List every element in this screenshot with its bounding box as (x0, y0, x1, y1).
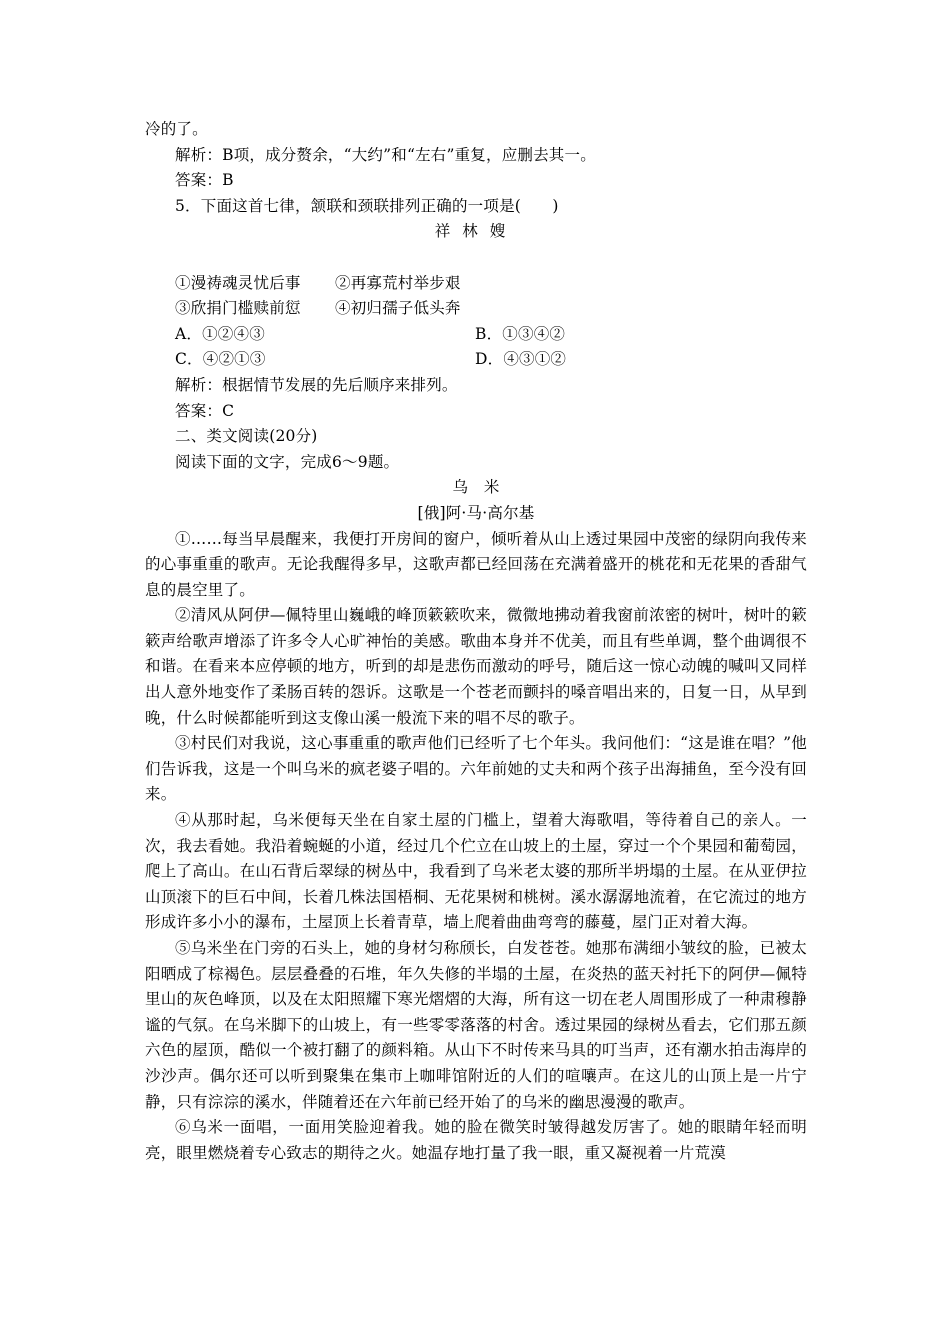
article-paragraph: ⑤乌米坐在门旁的石头上，她的身材匀称颀长，白发苍苍。她那布满细小皱纹的脸，已被太阳晒成了棕褐色。层层叠叠的石堆，年久失修的半塌的土屋，在炎热的蓝天衬托下的阿伊—佩特里山的灰色峰顶，以及在太阳照耀下寒光熠熠的大海，所有这一切在老人周围形成了一种肃穆静谧的气氛。在乌米脚下的山坡上，有一些零零落落的村舍。透过果园的绿树丛看去，它们那五颜六色的屋顶，酷似一个被打翻了的颜料箱。从山下不时传来马具的叮当声，还有潮水拍击海岸的沙沙声。偶尔还可以听到聚集在集市上咖啡馆附近的人们的喧嚷声。在这儿的山顶上是一片宁静，只有淙淙的溪水，伴随着还在六年前已经开始了的乌米的幽思漫漫的歌声。 (145, 939, 807, 1111)
q5-poem-line: ②再寡荒村举步艰 (335, 273, 461, 292)
article-paragraph: ④从那时起，乌米便每天坐在自家土屋的门槛上，望着大海歌唱，等待着自己的亲人。一次，我去看她。我沿着蜿蜒的小道，经过几个伫立在山坡上的土屋，穿过一个个果园和葡萄园，爬上了高山。在山石背后翠绿的树丛中，我看到了乌米老太婆的那所半坍塌的土屋。在从亚伊拉山顶滚下的巨石中间，长着几株法国梧桐、无花果树和桃树。溪水潺潺地流着，在它流过的地方形成许多小小的瀑布，土屋顶上长着青草，墙上爬着曲曲弯弯的藤蔓，屋门正对着大海。 (145, 811, 807, 932)
q5-poem-line: ③欣捐门槛赎前愆 (175, 299, 301, 318)
document-page (145, 117, 807, 1166)
article-paragraph: ③村民们对我说，这心事重重的歌声他们已经听了七个年头。我问他们：“这是谁在唱？”他们告诉我，这是一个叫乌米的疯老婆子唱的。六年前她的丈夫和两个孩子出海捕鱼，至今没有回来。 (145, 734, 807, 804)
section-heading: 二、类文阅读(20分) (175, 427, 318, 446)
q5-option-b: B．①③④② (475, 324, 566, 343)
q4-analysis: 解析：B项，成分赘余，“大约”和“左右”重复，应删去其一。 (175, 145, 596, 164)
q5-stem: 5．下面这首七律，颔联和颈联排列正确的一项是( ) (175, 196, 559, 215)
q5-option-c: C．④②①③ (175, 350, 266, 369)
q5-poem-row (145, 296, 807, 322)
q5-poem-row (145, 271, 807, 297)
q5-option-d: D．④③①② (475, 350, 567, 369)
article-paragraph: ①……每当早晨醒来，我便打开房间的窗户，倾听着从山上透过果园中茂密的绿阴向我传来的心事重重的歌声。无论我醒得多早，这歌声都已经回荡在充满着盛开的桃花和无花果的香甜气息的晨空里了。 (145, 529, 807, 599)
q5-analysis: 解析：根据情节发展的先后顺序来排列。 (175, 375, 458, 394)
q5-poem-line: ④初归孺子低头奔 (335, 299, 461, 318)
article-title: 乌 米 (452, 478, 500, 497)
q5-answer: 答案：C (175, 401, 235, 420)
q5-option-row (145, 322, 807, 348)
section-instruction: 阅读下面的文字，完成6～9题。 (175, 452, 400, 471)
q4-answer: 答案：B (175, 171, 234, 190)
article-paragraph: ⑥乌米一面唱，一面用笑脸迎着我。她的脸在微笑时皱得越发厉害了。她的眼睛年轻而明亮，眼里燃烧着专心致志的期待之火。她温存地打量了我一眼，重又凝视着一片荒漠 (145, 1118, 807, 1162)
q5-option-a: A．①②④③ (175, 324, 265, 343)
spacer (145, 245, 807, 271)
article-paragraph: ②清风从阿伊—佩特里山巍峨的峰顶簌簌吹来，微微地拂动着我窗前浓密的树叶，树叶的簌簌声给歌声增添了许多令人心旷神怡的美感。歌曲本身并不优美，而且有些单调，整个曲调很不和谐。在看来本应停顿的地方，听到的却是悲伤而激动的呼号，随后这一惊心动魄的喊叫又同样出人意外地变作了柔肠百转的怨诉。这歌是一个苍老而颤抖的嗓音唱出来的，日复一日，从早到晚，什么时候都能听到这支像山溪一般流下来的唱不尽的歌子。 (145, 606, 807, 727)
article-author: [俄]阿·马·高尔基 (417, 503, 535, 522)
q5-option-row (145, 347, 807, 373)
q5-poem-title: 祥林嫂 (434, 222, 518, 241)
q4-tail: 冷的了。 (145, 120, 208, 138)
q5-poem-line: ①漫祷魂灵忧后事 (175, 273, 301, 292)
